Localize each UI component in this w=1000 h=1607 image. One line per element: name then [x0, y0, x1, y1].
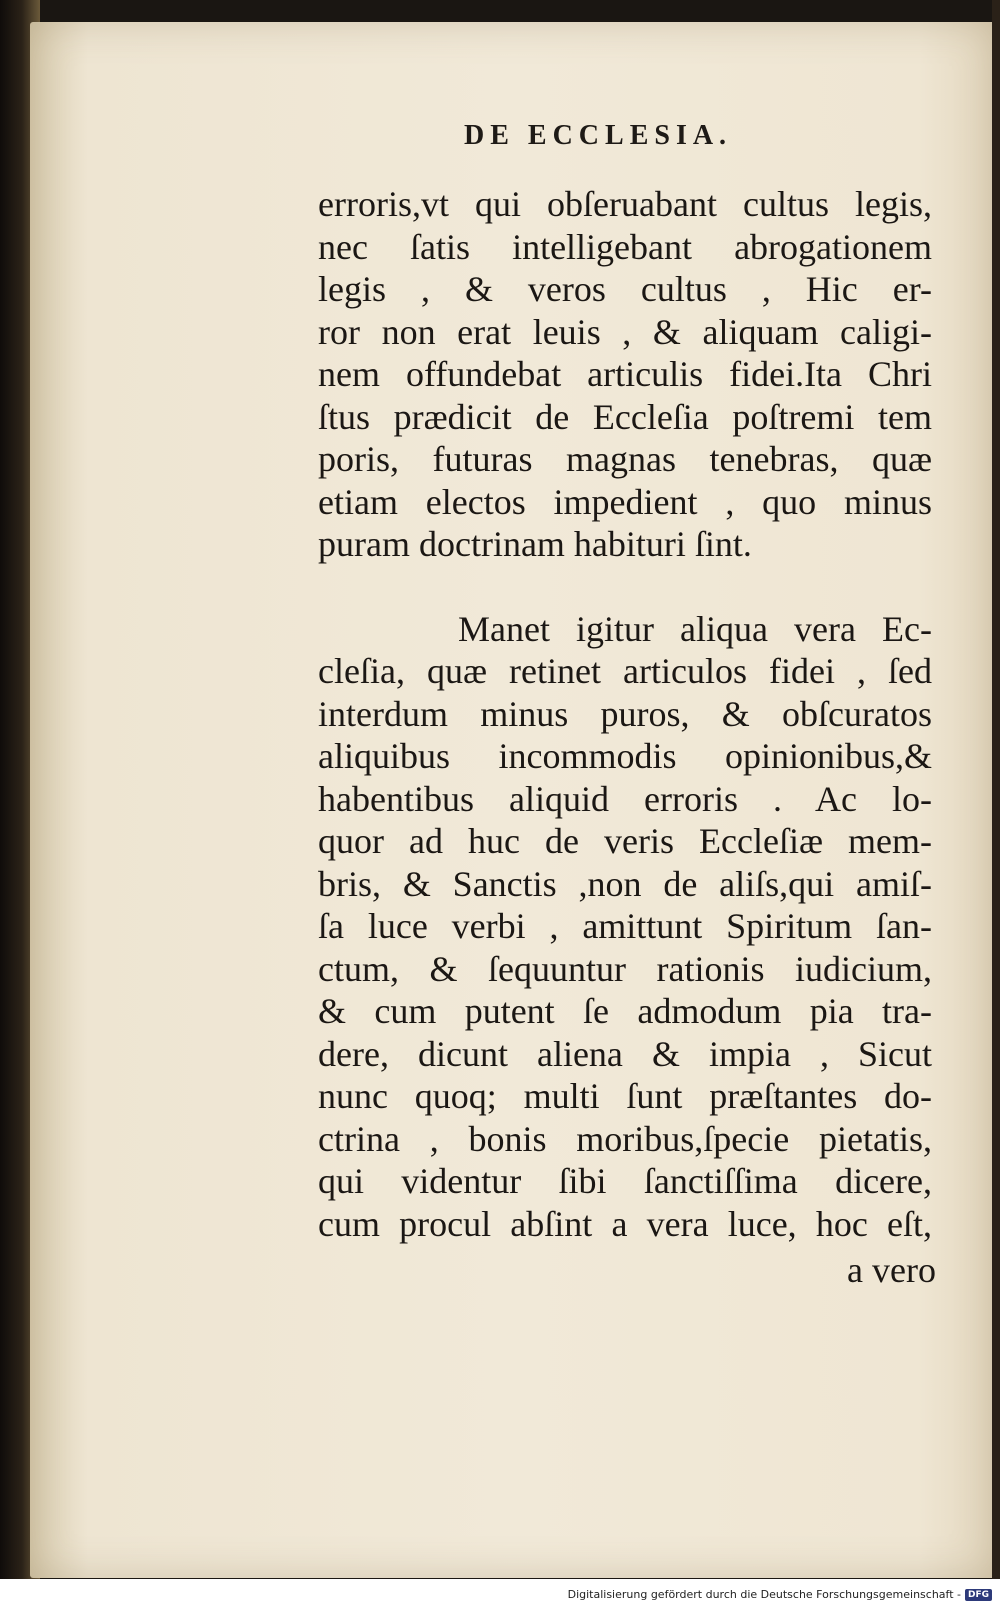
- text-line: ſtus prædicit de Eccleſia poſtremi tem: [318, 396, 932, 437]
- text-line: nem offundebat articulis fidei.Ita Chri: [318, 354, 932, 394]
- text-line: habentibus aliquid erroris . Ac lo-: [318, 778, 932, 819]
- dfg-logo: DFG: [965, 1589, 992, 1601]
- footer-credit: [568, 1588, 992, 1601]
- footer-credit-text: Digitalisierung gefördert durch die Deutsche Forschungsgemeinschaft -: [567, 1588, 961, 1601]
- page-edge: [992, 0, 1000, 1590]
- text-line: cleſia, quæ retinet articulos fidei , ſed: [318, 651, 932, 691]
- text-line: ror non erat leuis , & aliquam caligi-: [318, 311, 932, 352]
- running-header: DE ECCLESIA.: [464, 120, 733, 151]
- text-line: etiam electos impedient , quo minus: [318, 481, 932, 522]
- text-line: qui videntur ſibi ſanctiſſima dicere,: [318, 1161, 932, 1201]
- text-line: ctrina , bonis moribus,ſpecie pietatis,: [318, 1118, 932, 1159]
- text-line: interdum minus puros, & obſcuratos: [318, 693, 932, 734]
- text-line: poris, futuras magnas tenebras, quæ: [318, 439, 932, 479]
- text-line: quor ad huc de veris Eccleſiæ mem-: [318, 821, 932, 861]
- footer-band: [0, 1579, 1000, 1607]
- text-line: ctum, & ſequuntur rationis iudicium,: [318, 948, 932, 989]
- text-line: puram doctrinam habituri ſint.: [318, 524, 752, 564]
- text-line: legis , & veros cultus , Hic er-: [318, 269, 932, 309]
- text-line: cum procul abſint a vera luce, hoc eſt,: [318, 1203, 932, 1244]
- text-line: erroris,vt qui obſeruabant cultus legis,: [318, 184, 932, 224]
- body-text: [318, 183, 932, 1245]
- text-line: nec ſatis intelligebant abrogationem: [318, 226, 932, 267]
- text-line: ſa luce verbi , amittunt Spiritum ſan-: [318, 906, 932, 946]
- paragraph-gap: [318, 566, 932, 608]
- text-line: & cum putent ſe admodum pia tra-: [318, 991, 932, 1031]
- text-line: bris, & Sanctis ,non de aliſs,qui amiſ-: [318, 863, 932, 904]
- text-line: aliquibus incommodis opinionibus,&: [318, 736, 932, 776]
- text-line: dere, dicunt aliena & impia , Sicut: [318, 1033, 932, 1074]
- text-line: Manet igitur aliqua vera Ec-: [458, 608, 932, 649]
- catchword: a vero: [847, 1250, 936, 1290]
- text-line: nunc quoq; multi ſunt præſtantes do-: [318, 1076, 932, 1116]
